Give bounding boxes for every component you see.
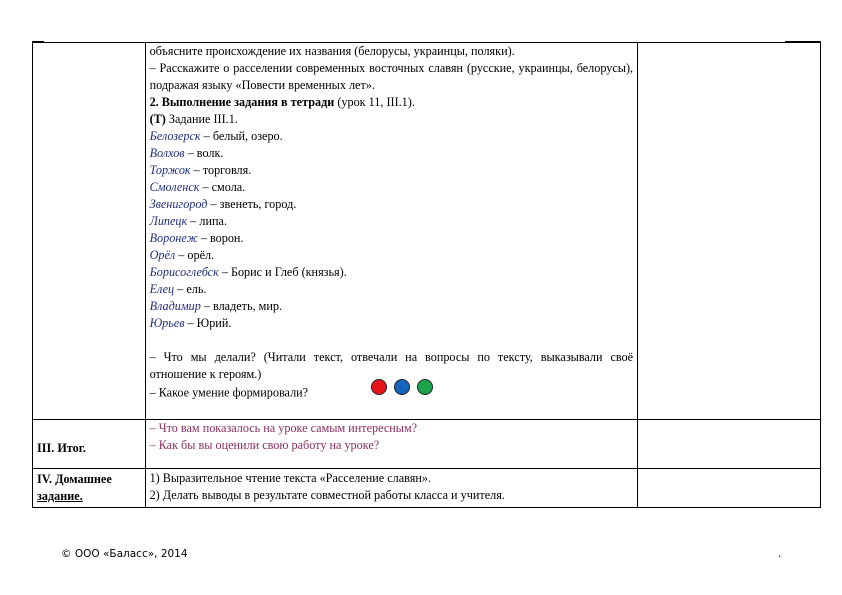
task-ref: (урок 11, III.1). [334,95,415,109]
stage-title-cont: задание. [37,489,83,503]
list-item [150,247,634,264]
activity-cell [145,469,638,508]
stage-title: III. Итог. [37,441,86,455]
list-item [150,264,634,281]
table-row [33,469,821,508]
city-meaning: – Борис и Глеб (князья). [218,265,347,279]
list-item [150,145,634,162]
city-name: Звенигород [149,197,208,211]
notes-cell [638,43,821,420]
task-label [150,111,634,128]
city-meaning: – Юрий. [184,316,232,330]
stage-cell [33,43,146,420]
task-label-t: (Т) [149,112,166,126]
list-item [150,230,634,247]
footer-copyright: © ООО «Баласс», 2014 [61,548,188,560]
blue-circle-icon [394,379,410,395]
city-name: Смоленск [149,180,200,194]
text-line: – Расскажите о расселении современных восточных славян (русские, украинцы, белорусы), подражая языку «Повести временных лет». [149,61,634,92]
list-item [150,128,634,145]
city-meaning: – смола. [199,180,246,194]
question-skill: – Какое умение формировали? [149,385,309,400]
table-row [33,420,821,469]
task-heading [150,94,634,111]
list-item [150,281,634,298]
city-name: Липецк [149,214,188,228]
table-row [33,43,821,420]
city-meaning: – ворон. [197,231,244,245]
task-title: 2. Выполнение задания в тетради [149,95,335,109]
list-item [150,196,634,213]
activity-cell [145,420,638,469]
activity-cell [145,43,638,420]
city-list [150,128,634,332]
city-meaning: – торговля. [190,163,252,177]
stage-title: IV. Домашнее [37,472,112,486]
city-name: Белозерск [149,129,201,143]
city-name: Торжок [149,163,191,177]
city-name: Владимир [149,299,201,313]
city-name: Волхов [149,146,185,160]
list-item [150,179,634,196]
question-text: – Что вам показалось на уроке самым интересным? [149,421,418,435]
task-label-rest: Задание III.1. [165,112,238,126]
footer-dot: . [778,548,782,560]
city-name: Юрьев [149,316,185,330]
city-meaning: – липа. [187,214,227,228]
city-meaning: – орёл. [175,248,215,262]
stage-cell [33,469,146,508]
list-item [150,162,634,179]
question-text: – Как бы вы оценили свою работу на уроке? [149,438,380,452]
list-item [150,298,634,315]
city-meaning: – владеть, мир. [200,299,283,313]
city-meaning: – белый, озеро. [200,129,283,143]
text-line: объясните происхождение их названия (белорусы, украинцы, поляки). [149,44,515,58]
green-circle-icon [417,379,433,395]
city-meaning: – ель. [174,282,207,296]
stage-cell [33,420,146,469]
red-circle-icon [371,379,387,395]
lesson-plan-table [32,42,821,508]
question-text: – Что мы делали? (Читали текст, отвечали на вопросы по тексту, выказывали своё отношение к героям.) [149,350,634,381]
notes-cell [638,420,821,469]
city-name: Орёл [149,248,176,262]
list-item [150,213,634,230]
question-text [150,383,634,404]
city-name: Воронеж [149,231,198,245]
city-name: Елец [149,282,175,296]
list-item [150,315,634,332]
homework-item: 1) Выразительное чтение текста «Расселение славян». [149,471,431,485]
color-indicators [371,379,440,400]
city-meaning: – волк. [184,146,224,160]
city-name: Борисоглебск [149,265,219,279]
city-meaning: – звенеть, город. [207,197,297,211]
notes-cell [638,469,821,508]
homework-item: 2) Делать выводы в результате совместной работы класса и учителя. [149,488,505,502]
